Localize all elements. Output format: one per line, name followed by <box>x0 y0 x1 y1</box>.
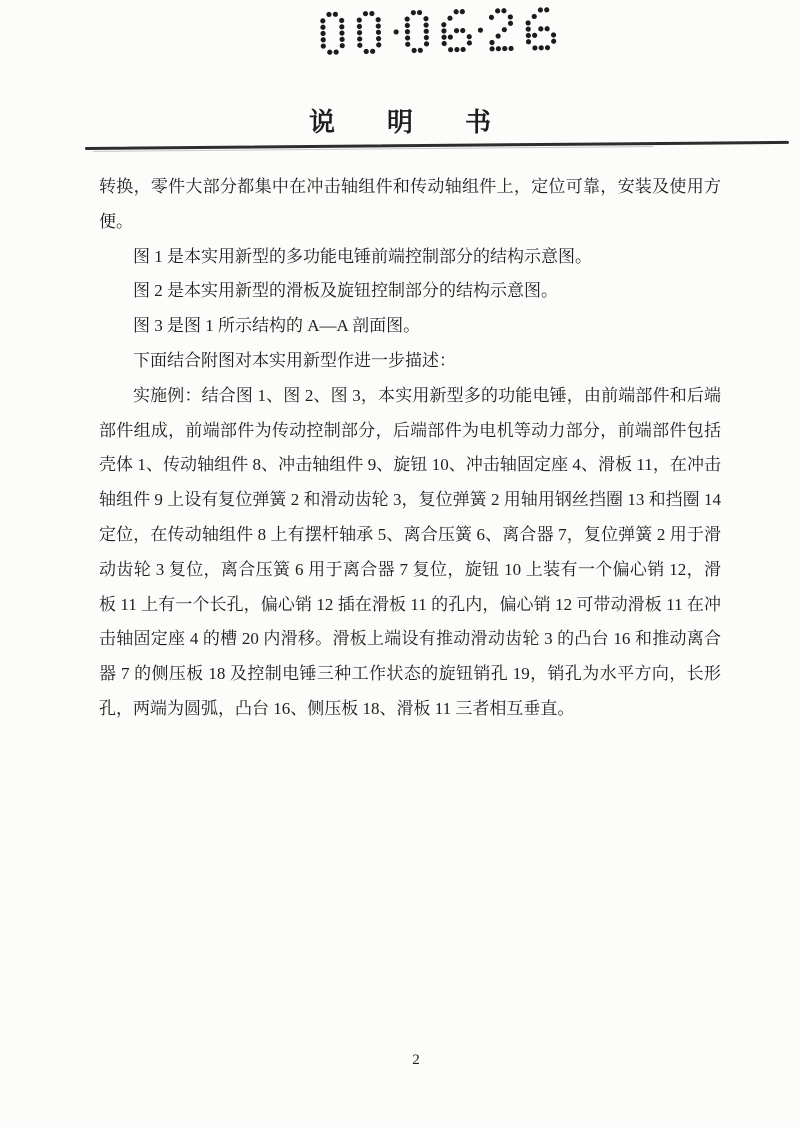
document-paragraph: 图 1 是本实用新型的多功能电锤前端控制部分的结构示意图。 <box>133 246 592 266</box>
document-paragraph: 图 3 是图 1 所示结构的 A—A 剖面图。 <box>133 316 421 336</box>
document-paragraph: 图 2 是本实用新型的滑板及旋钮控制部分的结构示意图。 <box>133 281 558 301</box>
date-stamp <box>320 6 563 61</box>
page-number: 2 <box>412 1052 420 1068</box>
document-body <box>99 170 721 727</box>
title-divider-rule <box>85 141 789 150</box>
page-title-text: 说明书 <box>308 108 543 137</box>
document-paragraph: 转换，零件大部分都集中在冲击轴组件和传动轴组件上，定位可靠，安装及使用方便。 <box>99 177 721 231</box>
document-paragraph: 下面结合附图对本实用新型作进一步描述： <box>133 350 456 370</box>
document-paragraph: 实施例：结合图 1、图 2、图 3，本实用新型多的功能电锤，由前端部件和后端部件组成，前端部件为传动控制部分，后端部件为电机等动力部分，前端部件包括壳体 1、传动轴组件 8、冲击轴组件 9、旋钮 10、冲击轴固定座 4、滑板 11，在冲击轴组件 9 上设有复位弹簧 2 和滑动齿轮 3，复位弹簧 2 用轴用钢丝挡圈 13 和挡圈 14 定位，在传动轴组件 8 上有摆杆轴承 5、离合压簧 6、离合器 7，复位弹簧 2 用于滑动齿轮 3 复位，离合压簧 6 用于离合器 7 复位，旋钮 10 上装有一个偏心销 12，滑板 11 上有一个长孔，偏心销 12 插在滑板 11 的孔内，偏心销 12 可带动滑板 11 在冲击轴固定座 4 的槽 20 内滑移。滑板上端设有推动滑动齿轮 3 的凸台 16 和推动离合器 7 的侧压板 18 及控制电锤三种工作状态的旋钮销孔 19，销孔为水平方向，长形孔，两端为圆弧，凸台 16、侧压板 18、滑板 11 三者相互垂直。 <box>99 385 721 718</box>
page-title <box>0 107 800 138</box>
